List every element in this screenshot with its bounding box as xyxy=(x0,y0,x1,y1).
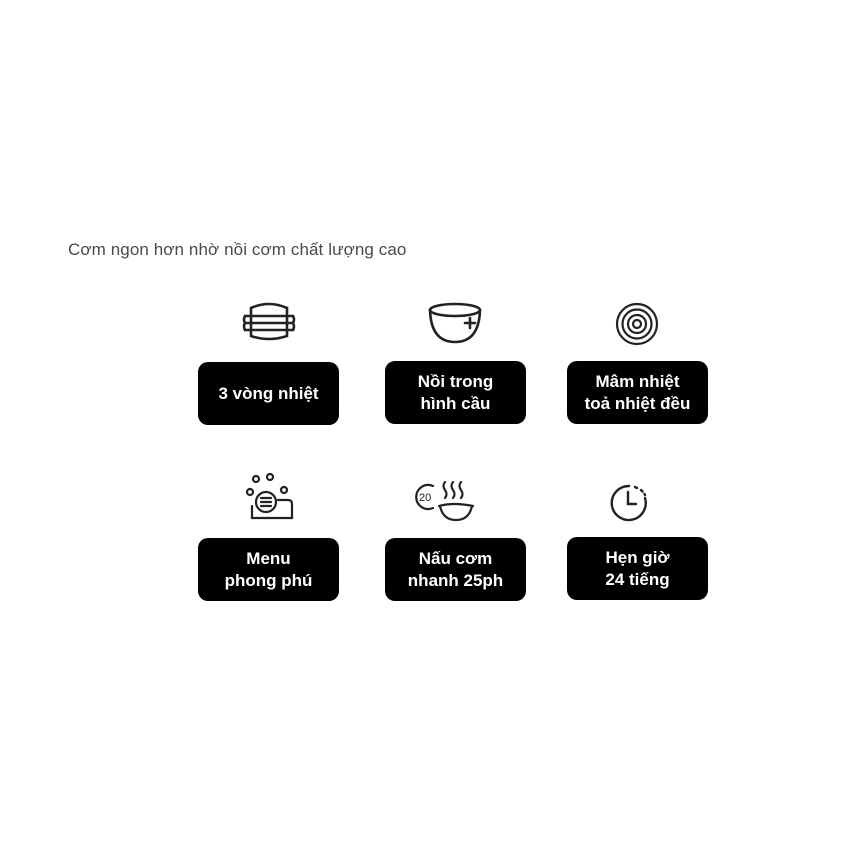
feature-label: Mâm nhiệt toả nhiệt đều xyxy=(584,371,691,413)
feature-label-pill xyxy=(385,361,526,424)
feature-label: 3 vòng nhiệt xyxy=(218,383,319,403)
feature-label-pill xyxy=(567,537,708,600)
menu-options-icon xyxy=(240,472,300,524)
feature-label-pill xyxy=(385,538,526,601)
feature-label-pill xyxy=(198,362,339,425)
concentric-heat-plate-icon xyxy=(607,298,667,350)
feature-label-pill xyxy=(198,538,339,601)
headline: Cơm ngon hơn nhờ nồi cơm chất lượng cao xyxy=(68,240,407,259)
triple-ring-heat-icon xyxy=(239,298,299,350)
quick-cook-bowl-icon xyxy=(415,476,479,528)
spherical-pot-icon xyxy=(425,298,485,350)
feature-label: Nồi trong hình cầu xyxy=(417,371,494,413)
timer-clock-icon xyxy=(599,478,659,530)
feature-label: Menu phong phú xyxy=(224,548,313,590)
feature-label: Nấu cơm nhanh 25ph xyxy=(407,548,504,590)
feature-label-pill xyxy=(567,361,708,424)
quick-cook-minutes: 20 xyxy=(419,492,432,504)
feature-label: Hẹn giờ 24 tiếng xyxy=(605,547,670,589)
